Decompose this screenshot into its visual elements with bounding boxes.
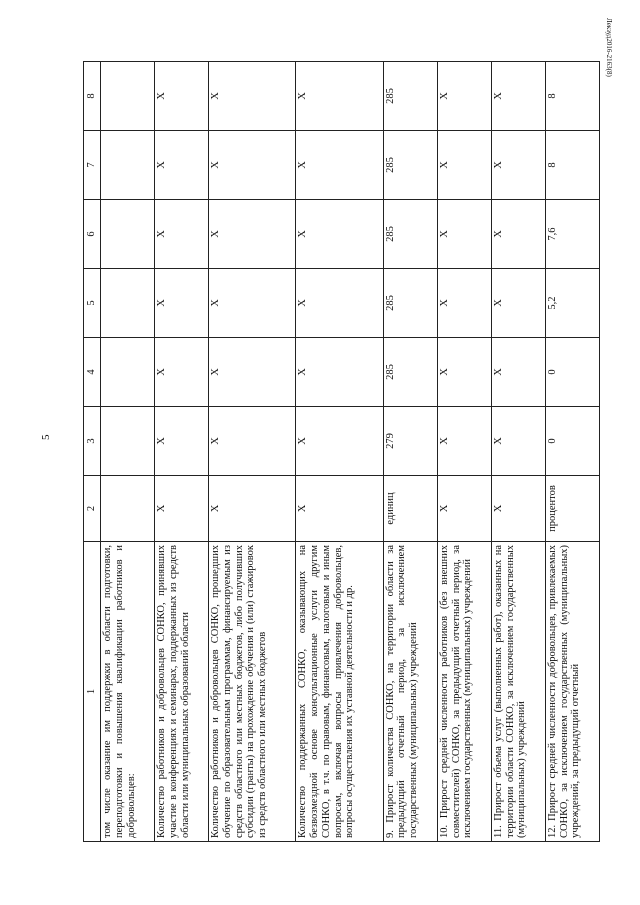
value-cell [101,62,155,131]
unit-cell: X [155,476,209,542]
value-cell: X [296,269,383,338]
value-cell [101,200,155,269]
unit-cell [101,476,155,542]
indicator-description: 10. Прирост средней численности работников (без внешних совместителей) СОНКО, за предыдущий отчетный период, за исключением государственных (муниципальных) учреждений [437,542,491,842]
value-cell: X [296,200,383,269]
value-cell: 285 [383,338,437,407]
value-cell: X [209,269,296,338]
value-cell: X [209,338,296,407]
value-cell: X [491,407,545,476]
header-cell: 3 [84,407,101,476]
unit-cell: X [296,476,383,542]
indicators-table [83,61,600,842]
indicator-description: Количество работников и добровольцев СОНКО, прошедших обучение по образовательным программам, финансируемым из средств областного или местных бюджетов, либо получивших субсидии (гранты) на прохождение обучения и (или) стажировок из средств областного или местных бюджетов [209,542,296,842]
value-cell: 279 [383,407,437,476]
value-cell: X [209,131,296,200]
indicator-description: 12. Прирост средней численности добровольцев, привлекаемых СОНКО, за исключением государственных (муниципальных) учреждений, за предыдущий отчетный [545,542,599,842]
page-number: 5 [40,434,52,440]
value-cell: 7,6 [545,200,599,269]
header-cell: 2 [84,476,101,542]
value-cell: X [491,269,545,338]
value-cell [101,407,155,476]
value-cell: X [155,200,209,269]
table-header-row [84,62,101,842]
value-cell: 285 [383,131,437,200]
indicator-description: Количество работников и добровольцев СОНКО, принявших участие в конференциях и семинарах, поддержанных из средств области или муниципальных образований области [155,542,209,842]
value-cell: X [155,407,209,476]
value-cell: 0 [545,407,599,476]
value-cell: X [437,62,491,131]
unit-cell: X [437,476,491,542]
unit-cell: X [209,476,296,542]
value-cell: X [209,62,296,131]
header-cell: 5 [84,269,101,338]
unit-cell: единиц [383,476,437,542]
value-cell: X [296,62,383,131]
value-cell: X [296,131,383,200]
value-cell: X [491,338,545,407]
value-cell [101,338,155,407]
table-row [155,62,209,842]
value-cell: X [209,200,296,269]
header-cell: 6 [84,200,101,269]
unit-cell: X [491,476,545,542]
value-cell: X [491,200,545,269]
value-cell: 5,2 [545,269,599,338]
value-cell: X [437,200,491,269]
indicator-description: Количество поддержанных СОНКО, оказывающих на безвозмездной основе консультационные услуги другим СОНКО, в т.ч. по правовым, финансовым, налоговым и иным вопросам, включая вопросы привлечения добровольцев, вопросы осуществления их уставной деятельности и др. [296,542,383,842]
value-cell: X [296,338,383,407]
document-code: Лекзуд2016-2163(8) [605,18,613,77]
value-cell: X [437,131,491,200]
value-cell: 285 [383,269,437,338]
value-cell: X [437,269,491,338]
table-row [437,62,491,842]
table-row [296,62,383,842]
indicator-description: 11. Прирост объема услуг (выполненных работ), оказанных на территории области СОНКО, за исключением государственных (муниципальных) учреждений [491,542,545,842]
value-cell: X [209,407,296,476]
table-row [383,62,437,842]
value-cell: X [296,407,383,476]
value-cell: 8 [545,131,599,200]
value-cell: X [437,338,491,407]
table-row [545,62,599,842]
value-cell [101,131,155,200]
value-cell: X [491,62,545,131]
value-cell [101,269,155,338]
value-cell: 8 [545,62,599,131]
indicator-description: 9. Прирост количества СОНКО, на территории области за предыдущий отчетный период, за исключением государственных (муниципальных) учреждений [383,542,437,842]
value-cell: X [155,269,209,338]
table-row [209,62,296,842]
header-cell: 8 [84,62,101,131]
value-cell: X [155,62,209,131]
value-cell: X [155,131,209,200]
value-cell: 0 [545,338,599,407]
value-cell: X [491,131,545,200]
header-cell: 1 [84,542,101,842]
indicator-description: том числе оказание им поддержки в области подготовки, переподготовки и повышения квалификации работников и добровольцев: [101,542,155,842]
unit-cell: процентов [545,476,599,542]
header-cell: 4 [84,338,101,407]
value-cell: X [155,338,209,407]
header-cell: 7 [84,131,101,200]
value-cell: 285 [383,200,437,269]
table-row [491,62,545,842]
table-row [101,62,155,842]
rotated-table-container [83,62,600,842]
value-cell: X [437,407,491,476]
value-cell: 285 [383,62,437,131]
